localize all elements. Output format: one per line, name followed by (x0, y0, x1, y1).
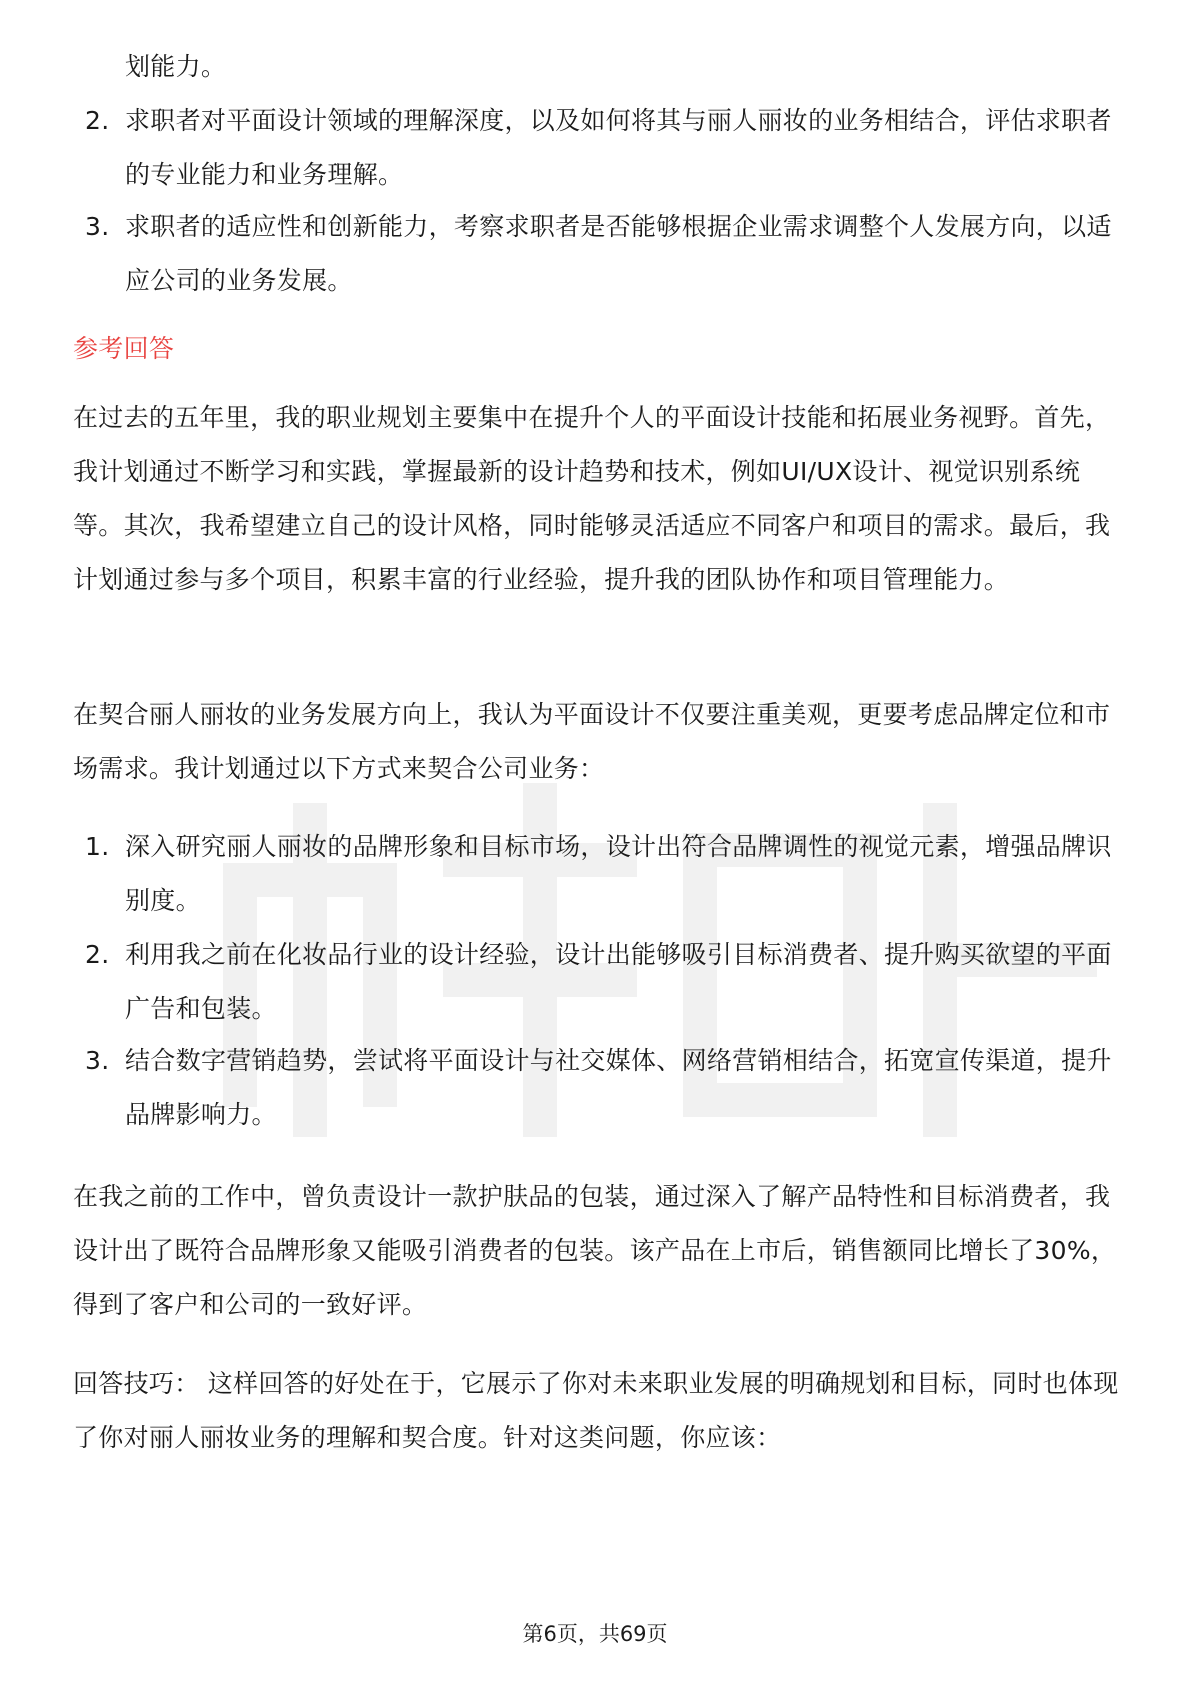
list-text: 结合数字营销趋势，尝试将平面设计与社交媒体、网络营销相结合，拓宽宣传渠道，提升品牌影响力。 (125, 1046, 1112, 1129)
answer-list-item-3 (73, 1034, 1123, 1142)
list-number: 2. (85, 940, 110, 969)
answer-paragraph-1: 在过去的五年里，我的职业规划主要集中在提升个人的平面设计技能和拓展业务视野。首先，我计划通过不断学习和实践，掌握最新的设计趋势和技术，例如UI/UX设计、视觉识别系统等。其次，我希望建立自己的设计风格，同时能够灵活适应不同客户和项目的需求。最后，我计划通过参与多个项目，积累丰富的行业经验，提升我的团队协作和项目管理能力。 (73, 403, 1111, 594)
list-number: 3. (85, 1046, 110, 1075)
list-text: 利用我之前在化妆品行业的设计经验，设计出能够吸引目标消费者、提升购买欲望的平面广告和包装。 (125, 940, 1112, 1023)
answer-list-item-2 (73, 928, 1123, 1036)
list-text: 求职者的适应性和创新能力，考察求职者是否能够根据企业需求调整个人发展方向，以适应公司的业务发展。 (125, 212, 1112, 295)
answer-list-item-1 (73, 820, 1123, 928)
list-text: 深入研究丽人丽妆的品牌形象和目标市场，设计出符合品牌调性的视觉元素，增强品牌识别度。 (125, 832, 1112, 915)
answer-paragraph-3: 在我之前的工作中，曾负责设计一款护肤品的包装，通过深入了解产品特性和目标消费者，我设计出了既符合品牌形象又能吸引消费者的包装。该产品在上市后，销售额同比增长了30%，得到了客户和公司的一致好评。 (73, 1182, 1117, 1319)
answer-paragraph-2: 在契合丽人丽妆的业务发展方向上，我认为平面设计不仅要注重美观，更要考虑品牌定位和市场需求。我计划通过以下方式来契合公司业务： (73, 700, 1111, 783)
tips-paragraph: 回答技巧： 这样回答的好处在于，它展示了你对未来职业发展的明确规划和目标，同时也体现了你对丽人丽妆业务的理解和契合度。针对这类问题，你应该： (73, 1369, 1119, 1452)
list-text: 求职者对平面设计领域的理解深度，以及如何将其与丽人丽妆的业务相结合，评估求职者的专业能力和业务理解。 (125, 106, 1112, 189)
list-number: 2. (85, 106, 110, 135)
top-continuation-text: 划能力。 (125, 52, 227, 81)
list-number: 1. (85, 832, 110, 861)
list-number: 3. (85, 212, 110, 241)
section-heading: 参考回答 (73, 334, 175, 363)
page-number-footer: 第6页，共69页 (522, 1622, 668, 1646)
intro-list-item-2 (73, 94, 1123, 202)
intro-list-item-3 (73, 200, 1123, 308)
